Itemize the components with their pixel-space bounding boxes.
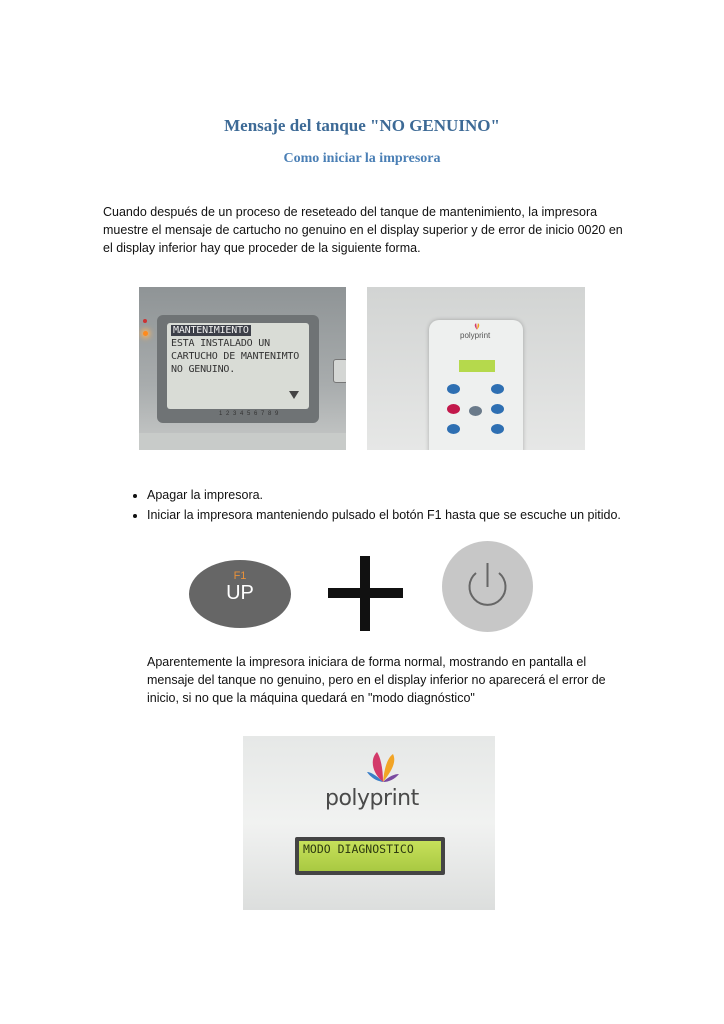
panel-brand-label: polyprint xyxy=(460,331,491,340)
lcd-number-scale: 1 2 3 4 5 6 7 8 9 xyxy=(219,411,280,417)
page-title: Mensaje del tanque "NO GENUINO" xyxy=(224,116,500,135)
printer-bottom-edge xyxy=(139,433,346,450)
panel-button-auto xyxy=(491,404,504,414)
result-paragraph: Aparentemente la impresora iniciara de forma normal, mostrando en pantalla el mensaje del tanque no genuino, pero en el display inferior no aparecerá el error de inicio, si no que la máquina quedará en "modo diagnóstico" xyxy=(147,655,606,705)
lcd-line-2: ESTA INSTALADO UN xyxy=(171,338,270,349)
diagnostic-display-photo xyxy=(243,736,495,910)
panel-button-down xyxy=(491,384,504,394)
f1-up-button-icon xyxy=(189,560,291,628)
up-label: UP xyxy=(226,582,254,604)
f1-label: F1 xyxy=(233,570,247,582)
lcd-line-4: NO GENUINO. xyxy=(171,364,236,375)
control-panel-photo xyxy=(367,287,585,450)
page-subtitle: Como iniciar la impresora xyxy=(283,151,441,166)
polyprint-butterfly-logo-icon xyxy=(363,746,403,786)
step-item: • Apagar la impresora. xyxy=(147,485,667,505)
panel-button-right xyxy=(491,424,504,434)
power-symbol-icon xyxy=(442,541,533,632)
side-button xyxy=(333,359,346,383)
panel-button-left xyxy=(447,424,460,434)
step-item: • Iniciar la impresora manteniendo pulsado el botón F1 hasta que se escuche un pitido. xyxy=(147,505,667,525)
power-button-icon xyxy=(442,541,533,632)
panel-button-center xyxy=(469,406,482,416)
status-led xyxy=(143,331,148,336)
error-led xyxy=(143,319,147,323)
printer-lcd-screen xyxy=(167,323,309,409)
printer-lcd-photo xyxy=(139,287,346,450)
lcd-line-1: MANTENIMIENTO xyxy=(173,325,249,336)
intro-paragraph: Cuando después de un proceso de reseteado del tanque de mantenimiento, la impresora muestre el mensaje de cartucho no genuino en el display superior y de error de inicio 0020 en el display inferior hay que proceder de la siguiente forma. xyxy=(103,205,623,255)
plus-icon xyxy=(328,556,403,631)
lcd-down-arrow-icon xyxy=(289,391,299,399)
polyprint-brand-text: polyprint xyxy=(325,786,419,811)
control-panel xyxy=(429,320,523,450)
panel-button-cancel xyxy=(447,404,460,414)
diagnostic-lcd-text: MODO DIAGNOSTICO xyxy=(303,842,414,856)
panel-button-up xyxy=(447,384,460,394)
lcd-line-3: CARTUCHO DE MANTENIMTO xyxy=(171,351,300,362)
steps-list xyxy=(126,485,667,525)
panel-lcd xyxy=(459,360,495,372)
polyprint-logo-icon xyxy=(473,322,481,331)
